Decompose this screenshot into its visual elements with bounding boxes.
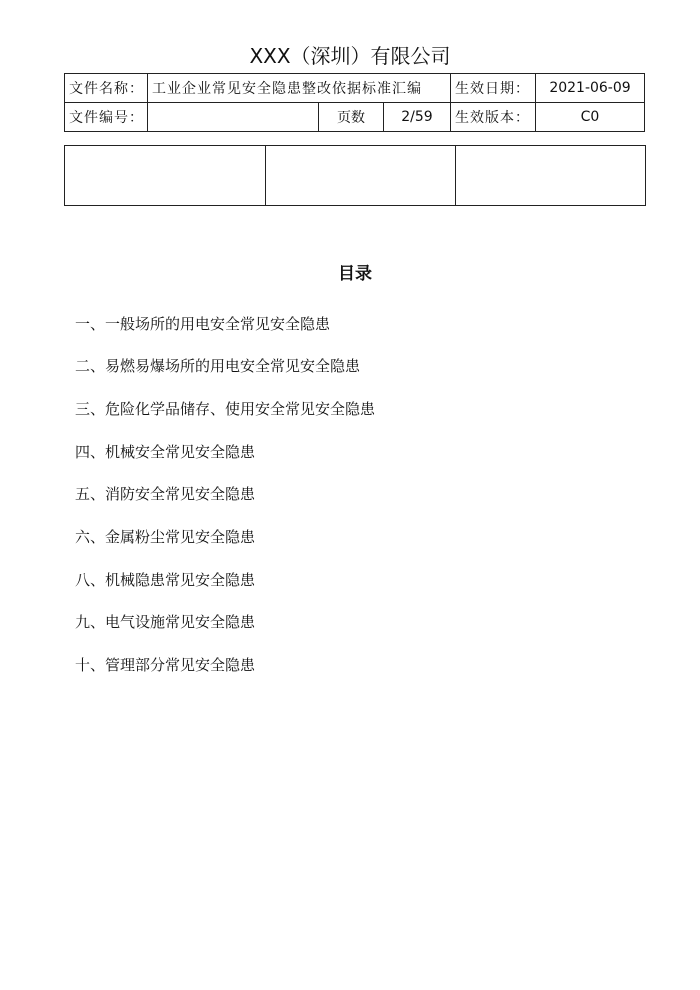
toc-item: 五、消防安全常见安全隐患: [75, 485, 256, 503]
effective-date-value: 2021-06-09: [536, 74, 645, 103]
toc-item: 四、机械安全常见安全隐患: [75, 443, 256, 461]
toc-item: 二、易燃易爆场所的用电安全常见安全隐患: [75, 357, 361, 375]
pages-value: 2/59: [384, 103, 451, 132]
toc-item: 九、电气设施常见安全隐患: [75, 613, 256, 631]
toc-item: 一、一般场所的用电安全常见安全隐患: [75, 315, 331, 333]
toc-item: 三、危险化学品储存、使用安全常见安全隐患: [75, 400, 376, 418]
signature-cell-3: [456, 146, 646, 206]
info-row-2: [65, 103, 645, 132]
effective-date-label: 生效日期：: [451, 74, 536, 103]
toc-item: 十、管理部分常见安全隐患: [75, 656, 256, 674]
file-no-label: 文件编号：: [65, 103, 148, 132]
version-label: 生效版本：: [451, 103, 536, 132]
signature-cell-2: [266, 146, 456, 206]
document-info-table: [64, 73, 645, 132]
version-value: C0: [536, 103, 645, 132]
company-title: XXX（深圳）有限公司: [249, 44, 451, 68]
signature-table: [64, 145, 646, 206]
file-name-value: 工业企业常见安全隐患整改依据标准汇编: [148, 74, 451, 103]
signature-cell-1: [65, 146, 266, 206]
toc-title: 目录: [338, 264, 372, 284]
toc-item: 六、金属粉尘常见安全隐患: [75, 528, 256, 546]
file-no-value: [148, 103, 319, 132]
file-name-label: 文件名称：: [65, 74, 148, 103]
pages-label: 页数: [319, 103, 384, 132]
info-row-1: [65, 74, 645, 103]
toc-item: 八、机械隐患常见安全隐患: [75, 571, 256, 589]
